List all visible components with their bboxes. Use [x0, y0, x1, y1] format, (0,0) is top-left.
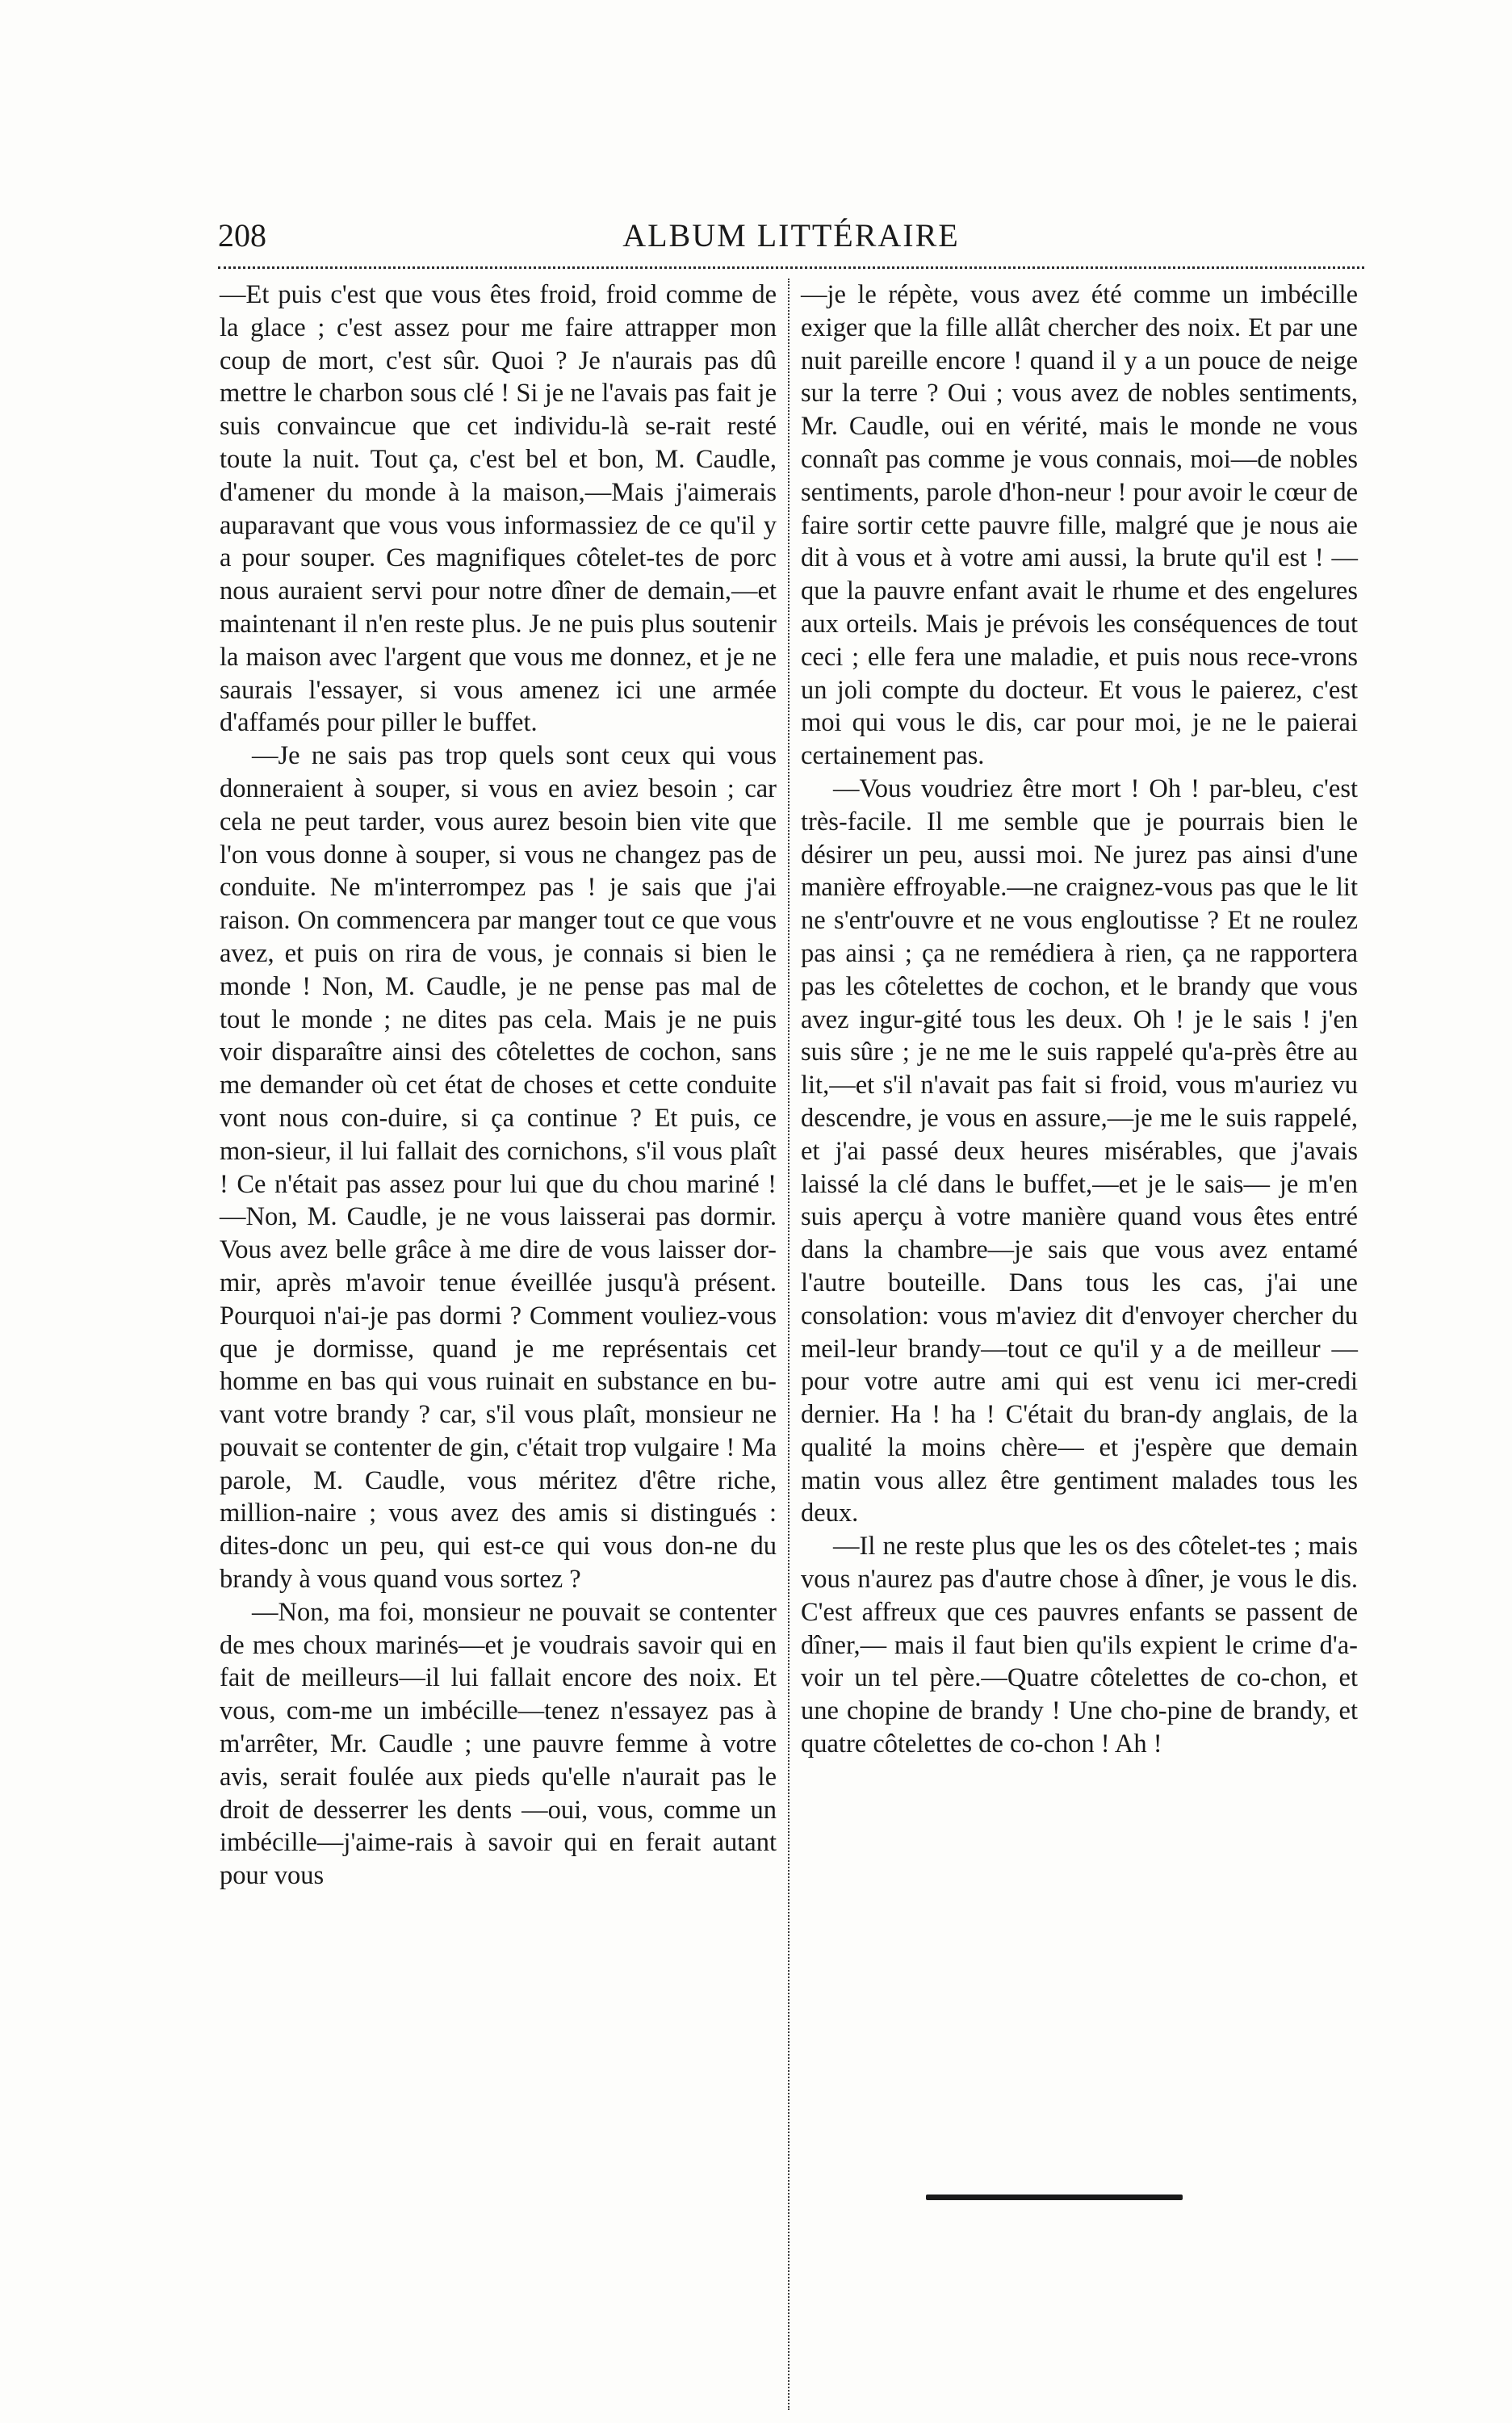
left-paragraph-2: —Je ne sais pas trop quels sont ceux qui vous donneraient à souper, si vous en aviez besoin ; car cela ne peut tarder, vous aurez besoin bien vite que l'on vous donne à souper, si vous ne changez pas de conduite. Ne m'interrompez pas ! je sais que j'ai raison. On commencera par manger tout ce que vous avez, et puis on rira de vous, je connais si bien le monde ! Non, M. Caudle, je ne pense pas mal de tout le monde ; ne dites pas cela. Mais je ne puis voir disparaître ainsi des côtelettes de cochon, sans me demander où cet état de choses et cette conduite vont nous con-duire, si ça continue ? Et puis, ce mon-sieur, il lui fallait des cornichons, s'il vous plaît ! Ce n'était pas assez pour lui que du chou mariné !—Non, M. Caudle, je ne vous laisserai pas dormir. Vous avez belle grâce à me dire de vous laisser dor-mir, après m'avoir tenue éveillée jusqu'à présent. Pourquoi n'ai-je pas dormi ? Comment vouliez-vous que je dormisse, quand je me représentais cet homme en bas qui vous ruinait en substance en bu-vant votre brandy ? car, s'il vous plaît, monsieur ne pouvait se contenter de gin, c'était trop vulgaire ! Ma parole, M. Caudle, vous méritez d'être riche, million-naire ; vous avez des amis si distingués : dites-donc un peu, qui est-ce qui vous don-ne du brandy à vous quand vous sortez ? [220, 741, 777, 1595]
page-number: 208 [218, 217, 266, 254]
left-paragraph-3: —Non, ma foi, monsieur ne pouvait se contenter de mes choux marinés—et je voudrais savoir qui en fait de meilleurs—il lui fallait encore des noix. Et vous, com-me un imbécille—tenez n'essayez pas à m'arrêter, Mr. Caudle ; une pauvre femme à votre avis, serait foulée aux pieds qu'elle n'aurait pas le droit de desserrer les dents —oui, vous, comme un imbécille—j'aime-rais à savoir qui en ferait autant pour vous [220, 1597, 777, 1891]
right-paragraph-3: —Il ne reste plus que les os des côtelet-tes ; mais vous n'aurez pas d'autre chose à dîner, je vous le dis. C'est affreux que ces pauvres enfants se passent de dîner,— mais il faut bien qu'ils expient le crime d'a-voir un tel père.—Quatre côtelettes de co-chon, et une chopine de brandy ! Une cho-pine de brandy, et quatre côtelettes de co-chon ! Ah ! [801, 1532, 1358, 1759]
header-rule [218, 266, 1364, 269]
page-header [218, 216, 1364, 265]
running-title: ALBUM LITTÉRAIRE [622, 217, 960, 254]
column-divider [788, 279, 790, 2410]
right-paragraph-2: —Vous voudriez être mort ! Oh ! par-bleu, c'est très-facile. Il me semble que je pourrais bien le désirer un peu, aussi moi. Ne jurez pas ainsi d'une manière effroyable.—ne craignez-vous pas que le lit ne s'entr'ouvre et ne vous engloutisse ? Et ne roulez pas ainsi ; ça ne remédiera à rien, ça ne rapportera pas les côtelettes de cochon, et le brandy que vous avez ingur-gité tous les deux. Oh ! je le sais ! j'en suis sûre ; je ne me le suis rappelé qu'a-près être au lit,—et s'il n'avait pas fait si froid, vous m'auriez vu descendre, je vous en assure,—je me le suis rappelé, et j'ai passé deux heures misérables, que j'avais laissé la clé dans le buffet,—et je le sais— je m'en suis aperçu à votre manière quand vous êtes entré dans la chambre—je sais que vous avez entamé l'autre bouteille. Dans tous les cas, j'ai une consolation: vous m'aviez dit d'envoyer chercher du meil-leur brandy—tout ce qu'il y a de meilleur —pour votre autre ami qui est venu ici mer-credi dernier. Ha ! ha ! C'était du bran-dy anglais, de la qualité la moins chère— et j'espère que demain matin vous allez être gentiment malades tous les deux. [801, 773, 1358, 1528]
end-rule [926, 2195, 1183, 2200]
right-paragraph-1: —je le répète, vous avez été comme un imbécille exiger que la fille allât chercher des noix. Et par une nuit pareille encore ! quand il y a un pouce de neige sur la terre ? Oui ; vous avez de nobles sentiments, Mr. Caudle, oui en vérité, mais le monde ne vous connaît pas comme je vous connais, moi—de nobles sentiments, parole d'hon-neur ! pour avoir le cœur de faire sortir cette pauvre fille, malgré que je nous aie dit à vous et à votre ami aussi, la brute qu'il est ! —que la pauvre enfant avait le rhume et des engelures aux orteils. Mais je prévois les conséquences de tout ceci ; elle fera une maladie, et puis nous rece-vrons un joli compte du docteur. Et vous le paierez, c'est moi qui vous le dis, car pour moi, je ne le paierai certainement pas. [801, 280, 1358, 771]
left-column [220, 279, 777, 1893]
right-column [801, 279, 1358, 1761]
left-paragraph-1: —Et puis c'est que vous êtes froid, froid comme de la glace ; c'est assez pour me faire attrapper mon coup de mort, c'est sûr. Quoi ? Je n'aurais pas dû mettre le charbon sous clé ! Si je ne l'avais pas fait je suis convaincue que cet individu-là se-rait resté toute la nuit. Tout ça, c'est bel et bon, M. Caudle, d'amener du monde à la maison,—Mais j'aimerais auparavant que vous vous informassiez de ce qu'il y a pour souper. Ces magnifiques côtelet-tes de porc nous auraient servi pour notre dîner de demain,—et maintenant il n'en reste plus. Je ne puis plus soutenir la maison avec l'argent que vous me donnez, et je ne saurais l'essayer, si vous amenez ici une armée d'affamés pour piller le buffet. [220, 280, 777, 738]
